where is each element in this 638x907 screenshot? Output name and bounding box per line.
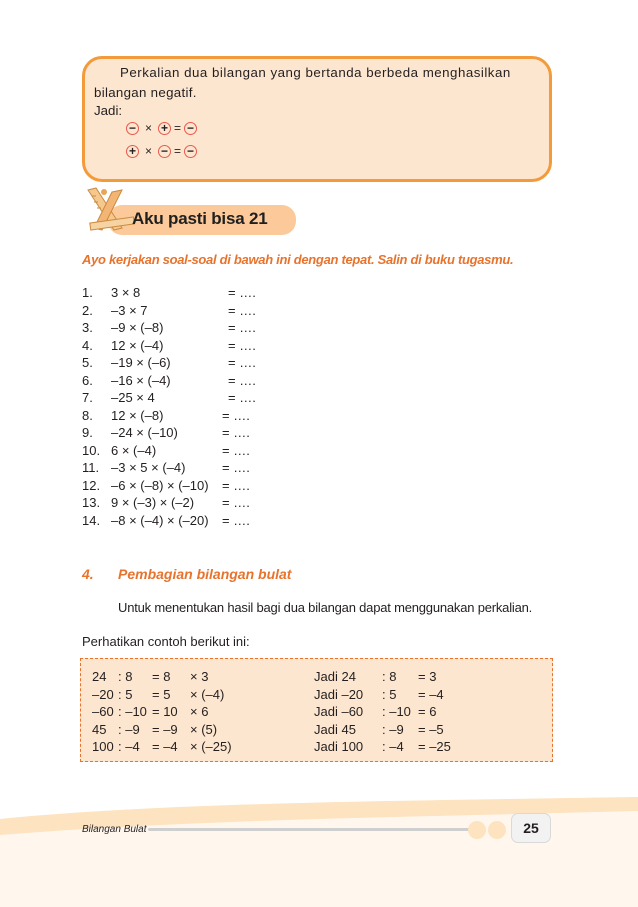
exercise-answer-blank: = …. bbox=[222, 512, 250, 528]
example-cell: : –4 bbox=[382, 739, 404, 754]
exercise-number: 11. bbox=[82, 460, 100, 475]
minus-sign-icon: − bbox=[184, 122, 197, 135]
example-row bbox=[0, 703, 560, 721]
exercise-expression: 12 × (–4) bbox=[111, 337, 164, 353]
exercise-number: 10. bbox=[82, 442, 101, 458]
example-cell: = –9 bbox=[152, 721, 178, 737]
exercise-item bbox=[82, 389, 282, 406]
example-cell: = 8 bbox=[152, 669, 171, 684]
exercise-answer-blank: = …. bbox=[228, 285, 256, 300]
example-cell: : 8 bbox=[118, 669, 133, 684]
minus-sign-icon: − bbox=[158, 145, 171, 158]
footer-chapter-label: Bilangan Bulat bbox=[82, 824, 147, 835]
exercise-expression: –3 × 5 × (–4) bbox=[111, 460, 186, 475]
banner-title: Aku pasti bisa 21 bbox=[132, 209, 268, 228]
example-cell: = 6 bbox=[418, 704, 437, 719]
example-row bbox=[0, 738, 560, 756]
exercise-expression: 12 × (–8) bbox=[111, 407, 164, 423]
rule-text-line1: Perkalian dua bilangan yang bertanda berbeda menghasilkan bbox=[120, 65, 511, 80]
times-sign: × bbox=[145, 144, 153, 158]
sign-rule-1 bbox=[126, 120, 197, 136]
exercise-item bbox=[82, 494, 282, 511]
equals-sign: = bbox=[174, 121, 182, 135]
rule-text-line2: bilangan negatif. bbox=[94, 85, 197, 100]
exercise-expression: 9 × (–3) × (–2) bbox=[111, 495, 195, 510]
exercise-expression: –24 × (–10) bbox=[111, 425, 178, 440]
exercise-number: 3. bbox=[82, 320, 93, 335]
example-cell: = –5 bbox=[418, 721, 444, 737]
example-cell: × (5) bbox=[190, 721, 218, 737]
exercise-number: 13. bbox=[82, 495, 101, 510]
exercise-number: 7. bbox=[82, 390, 93, 405]
example-cell: : 5 bbox=[118, 686, 133, 702]
exercise-number: 8. bbox=[82, 407, 93, 423]
decorative-dot bbox=[488, 821, 506, 839]
example-cell: : –10 bbox=[382, 704, 411, 719]
example-cell: = –4 bbox=[152, 739, 178, 754]
exercise-answer-blank: = …. bbox=[222, 407, 250, 423]
exercise-expression: –3 × 7 bbox=[111, 302, 148, 318]
exercise-answer-blank: = …. bbox=[222, 477, 250, 493]
exercise-item bbox=[82, 512, 282, 529]
example-cell: : 5 bbox=[382, 686, 397, 702]
example-cell: : –9 bbox=[118, 721, 140, 737]
exercise-item bbox=[82, 424, 282, 441]
exercise-item bbox=[82, 354, 282, 371]
times-sign: × bbox=[145, 121, 153, 135]
example-cell: 45 bbox=[92, 721, 107, 737]
example-row bbox=[0, 721, 560, 739]
equals-sign: = bbox=[174, 144, 182, 158]
example-cell: = 5 bbox=[152, 686, 171, 702]
exercise-expression: –8 × (–4) × (–20) bbox=[111, 512, 209, 528]
exercise-number: 14. bbox=[82, 512, 101, 528]
example-cell: Jadi 45 bbox=[314, 721, 356, 737]
exercise-answer-blank: = …. bbox=[222, 460, 250, 475]
exercise-item bbox=[82, 407, 282, 424]
section-title: Pembagian bilangan bulat bbox=[118, 566, 292, 582]
example-cell: Jadi –60 bbox=[314, 704, 364, 719]
exercise-answer-blank: = …. bbox=[228, 390, 256, 405]
exercise-answer-blank: = …. bbox=[222, 442, 250, 458]
example-cell: × 3 bbox=[190, 669, 209, 684]
exercise-item bbox=[82, 442, 282, 459]
example-cell: = –25 bbox=[418, 739, 451, 754]
plus-sign-icon: + bbox=[158, 122, 171, 135]
example-cell: Jadi –20 bbox=[314, 686, 364, 702]
example-row bbox=[0, 686, 560, 704]
rule-text-line3: Jadi: bbox=[94, 103, 123, 118]
exercise-expression: –16 × (–4) bbox=[111, 372, 171, 388]
exercise-expression: –9 × (–8) bbox=[111, 320, 164, 335]
example-cell: × (–4) bbox=[190, 686, 225, 702]
exercise-answer-blank: = …. bbox=[228, 337, 256, 353]
example-cell: × (–25) bbox=[190, 739, 232, 754]
exercise-expression: –25 × 4 bbox=[111, 390, 155, 405]
example-cell: 24 bbox=[92, 669, 107, 684]
exercise-number: 5. bbox=[82, 355, 93, 370]
exercise-expression: –19 × (–6) bbox=[111, 355, 171, 370]
example-cell: : –4 bbox=[118, 739, 140, 754]
plus-sign-icon: + bbox=[126, 145, 139, 158]
exercise-answer-blank: = …. bbox=[228, 372, 256, 388]
example-cell: Jadi 100 bbox=[314, 739, 364, 754]
exercise-item bbox=[82, 459, 282, 476]
exercise-item bbox=[82, 372, 282, 389]
page-number: 25 bbox=[523, 820, 539, 836]
exercise-number: 6. bbox=[82, 372, 93, 388]
example-cell: = 3 bbox=[418, 669, 437, 684]
exercise-number: 4. bbox=[82, 337, 93, 353]
example-cell: : 8 bbox=[382, 669, 397, 684]
exercise-answer-blank: = …. bbox=[228, 355, 256, 370]
sign-rule-2 bbox=[126, 143, 197, 159]
exercise-expression: 6 × (–4) bbox=[111, 442, 157, 458]
exercise-number: 1. bbox=[82, 285, 93, 300]
example-cell: –60 bbox=[92, 704, 114, 719]
example-cell: 100 bbox=[92, 739, 114, 754]
example-row bbox=[0, 668, 560, 686]
exercise-item bbox=[82, 337, 282, 354]
example-cell: × 6 bbox=[190, 704, 209, 719]
section-number: 4. bbox=[82, 566, 94, 582]
exercise-instruction: Ayo kerjakan soal-soal di bawah ini dengan tepat. Salin di buku tugasmu. bbox=[82, 252, 514, 267]
exercise-item bbox=[82, 302, 282, 319]
decorative-dot bbox=[468, 821, 486, 839]
exercise-expression: –6 × (–8) × (–10) bbox=[111, 477, 209, 493]
exercise-number: 12. bbox=[82, 477, 101, 493]
example-cell: Jadi 24 bbox=[314, 669, 356, 684]
exercise-answer-blank: = …. bbox=[222, 495, 250, 510]
exercise-expression: 3 × 8 bbox=[111, 285, 141, 300]
example-cell: : –9 bbox=[382, 721, 404, 737]
example-cell: : –10 bbox=[118, 704, 147, 719]
example-cell: –20 bbox=[92, 686, 114, 702]
exercise-item bbox=[82, 284, 282, 301]
exercise-answer-blank: = …. bbox=[228, 320, 256, 335]
exercise-number: 9. bbox=[82, 425, 93, 440]
minus-sign-icon: − bbox=[126, 122, 139, 135]
example-cell: = –4 bbox=[418, 686, 444, 702]
exercise-answer-blank: = …. bbox=[228, 302, 256, 318]
example-cell: = 10 bbox=[152, 704, 178, 719]
exercise-item bbox=[82, 477, 282, 494]
footer-divider bbox=[148, 828, 470, 831]
exercise-item bbox=[82, 319, 282, 336]
intro-paragraph: Untuk menentukan hasil bagi dua bilangan dapat menggunakan perkalian. bbox=[118, 600, 533, 615]
example-intro: Perhatikan contoh berikut ini: bbox=[82, 634, 250, 649]
minus-sign-icon: − bbox=[184, 145, 197, 158]
exercise-number: 2. bbox=[82, 302, 93, 318]
exercise-answer-blank: = …. bbox=[222, 425, 250, 440]
